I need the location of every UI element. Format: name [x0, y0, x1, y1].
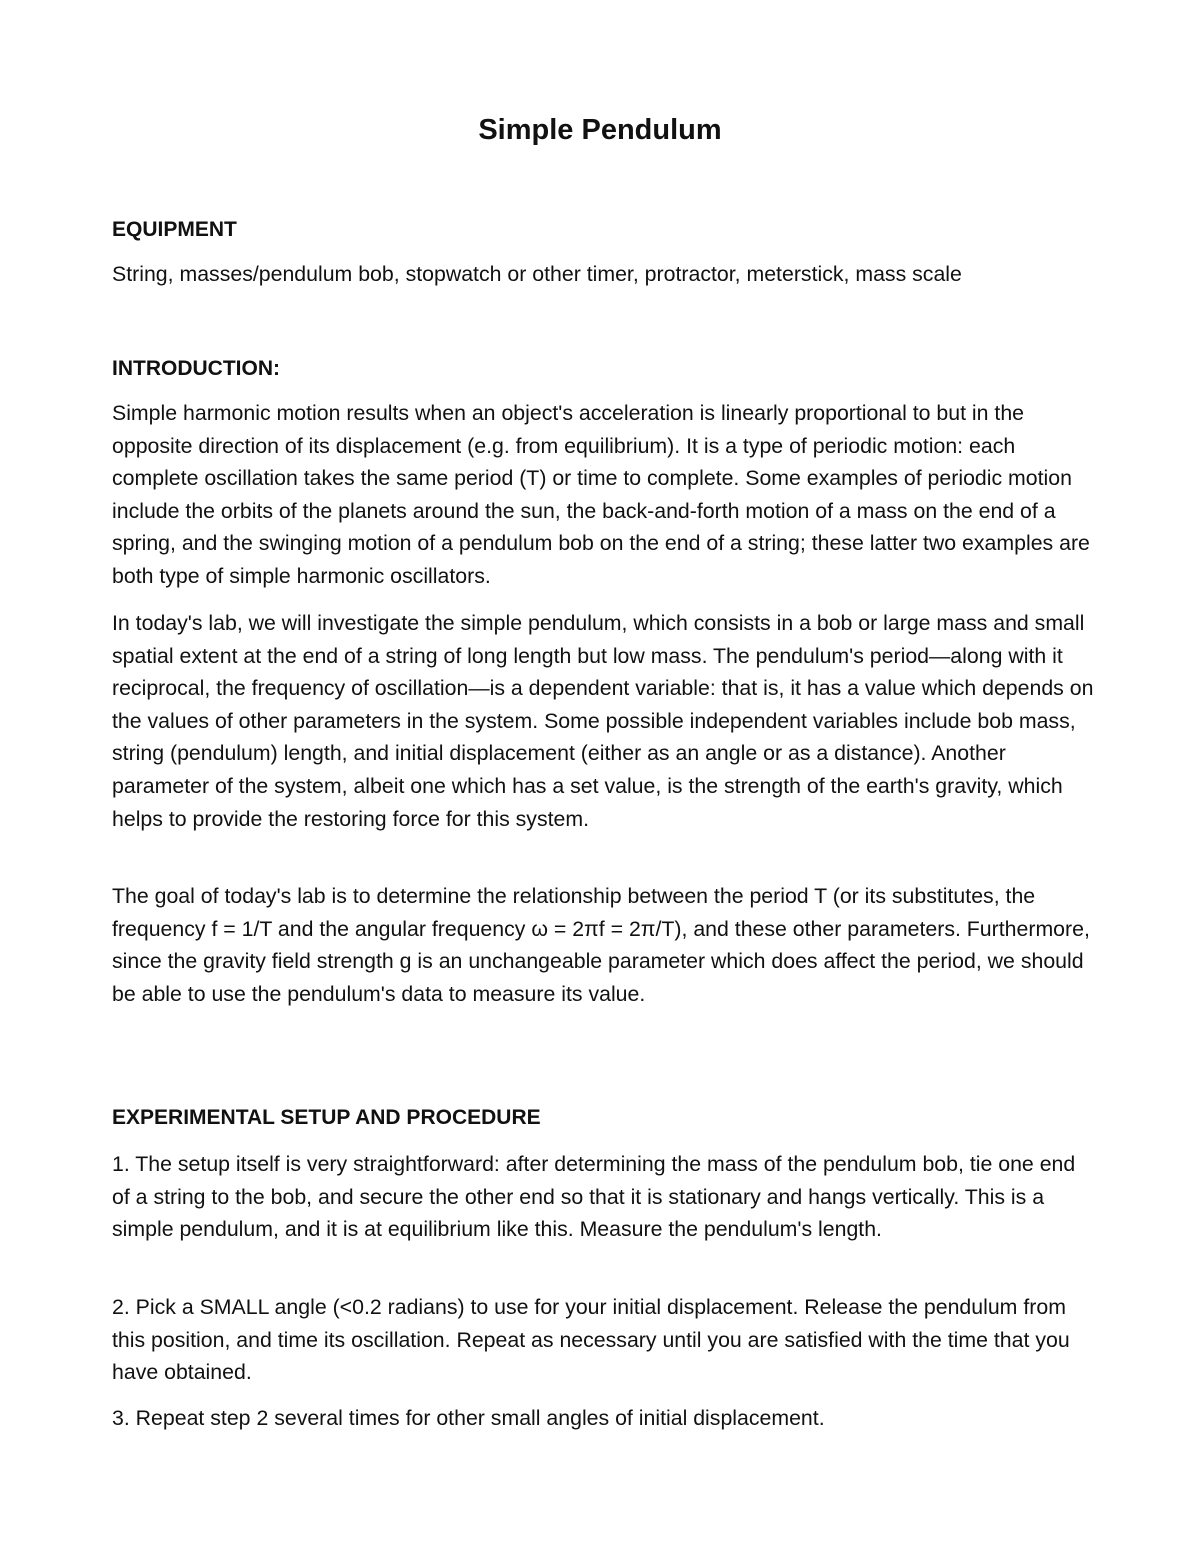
- introduction-paragraph: Simple harmonic motion results when an object's acceleration is linearly proportional to but in the opposite direction of its displacement (e.g. from equilibrium). It is a type of periodic motion: each complete oscillation takes the same period (T) or time to complete. Some examples of periodic motion include the orbits of the planets around the sun, the back-and-forth motion of a mass on the end of a spring, and the swinging motion of a pendulum bob on the end of a string; these latter two examples are both type of simple harmonic oscillators.: [112, 401, 1090, 588]
- setup-procedure-heading: EXPERIMENTAL SETUP AND PROCEDURE: [112, 1106, 541, 1129]
- equipment-list: String, masses/pendulum bob, stopwatch or other timer, protractor, meterstick, mass scale: [112, 262, 962, 286]
- introduction-paragraph: In today's lab, we will investigate the simple pendulum, which consists in a bob or large mass and small spatial extent at the end of a string of long length but low mass. The pendulum's period—along with it reciprocal, the frequency of oscillation—is a dependent variable: that is, it has a value which depends on the values of other parameters in the system. Some possible independent variables include bob mass, string (pendulum) length, and initial displacement (either as an angle or as a distance). Another parameter of the system, albeit one which has a set value, is the strength of the earth's gravity, which helps to provide the restoring force for this system.: [112, 611, 1094, 831]
- introduction-heading: INTRODUCTION:: [112, 357, 280, 380]
- introduction-paragraph: The goal of today's lab is to determine the relationship between the period T (or its substitutes, the frequency f = 1/T and the angular frequency ω = 2πf = 2π/T), and these other parameters. Furthermore, since the gravity field strength g is an unchangeable parameter which does affect the period, we should be able to use the pendulum's data to measure its value.: [112, 884, 1090, 1006]
- procedure-step: 1. The setup itself is very straightforward: after determining the mass of the pendulum bob, tie one end of a string to the bob, and secure the other end so that it is stationary and hangs vertically. This is a simple pendulum, and it is at equilibrium like this. Measure the pendulum's length.: [112, 1152, 1076, 1242]
- document-title: Simple Pendulum: [478, 114, 722, 146]
- procedure-step: 2. Pick a SMALL angle (<0.2 radians) to use for your initial displacement. Release the pendulum from this position, and time its oscillation. Repeat as necessary until you are satisfied with the time that you have obtained.: [112, 1295, 1070, 1385]
- procedure-step: 3. Repeat step 2 several times for other small angles of initial displacement.: [112, 1406, 825, 1430]
- equipment-heading: EQUIPMENT: [112, 218, 237, 241]
